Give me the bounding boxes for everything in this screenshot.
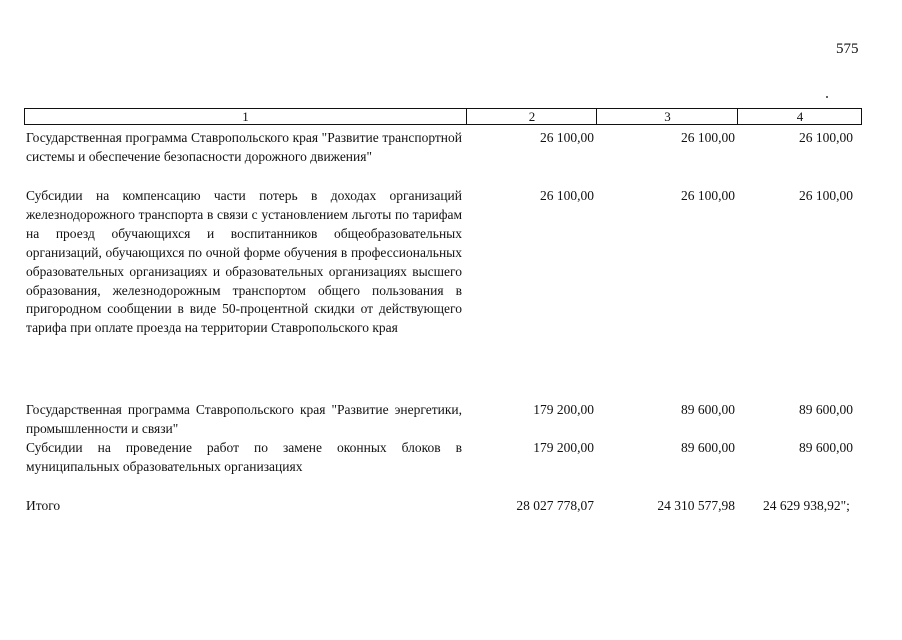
table-cell-col-2: 179 200,00 <box>533 440 594 455</box>
table-cell-col-3: 89 600,00 <box>681 402 735 417</box>
table-row-description: Субсидии на компенсацию части потерь в доходах организаций железнодорожного транспорта в связи с установлением льготы по тарифам на проезд обучающихся и воспитанников общеобразовательных организаций, обучающихся по очной форме обучения в профессиональных образовательных организациях и образовательных организациях высшего образования, железнодорожным транспортом общего пользования в пригородном сообщении в виде 50-процентной скидки от действующего тарифа при оплате проезда на территории Ставропольского края <box>26 188 462 336</box>
table-cell-col-4: 89 600,00 <box>799 440 853 455</box>
header-col-2: 2 <box>466 109 597 124</box>
page-number: 575 <box>836 41 859 57</box>
table-cell-col-2: 26 100,00 <box>540 188 594 203</box>
table-cell-col-2: 179 200,00 <box>533 402 594 417</box>
header-col-1: 1 <box>242 109 249 124</box>
header-col-3: 3 <box>596 109 738 124</box>
table-cell-col-4: 26 100,00 <box>799 188 853 203</box>
table-cell-col-4: 26 100,00 <box>799 130 853 145</box>
total-col-3: 24 310 577,98 <box>657 498 735 513</box>
total-label: Итого <box>26 498 61 513</box>
table-row-description: Государственная программа Ставропольского края "Развитие энергетики, промышленности и связи" <box>26 402 462 436</box>
table-cell-col-3: 89 600,00 <box>681 440 735 455</box>
table-cell-col-3: 26 100,00 <box>681 188 735 203</box>
table-cell-col-3: 26 100,00 <box>681 130 735 145</box>
header-col-4: 4 <box>737 109 862 124</box>
scan-speck <box>826 96 828 98</box>
total-col-2: 28 027 778,07 <box>516 498 594 513</box>
table-row-description: Субсидии на проведение работ по замене оконных блоков в муниципальных образовательных организациях <box>26 440 462 474</box>
table-header-row <box>24 108 862 125</box>
total-col-4: 24 629 938,92"; <box>763 498 850 513</box>
table-cell-col-4: 89 600,00 <box>799 402 853 417</box>
table-row-description: Государственная программа Ставропольского края "Развитие транспортной системы и обеспечение безопасности дорожного движения" <box>26 130 462 164</box>
table-cell-col-2: 26 100,00 <box>540 130 594 145</box>
